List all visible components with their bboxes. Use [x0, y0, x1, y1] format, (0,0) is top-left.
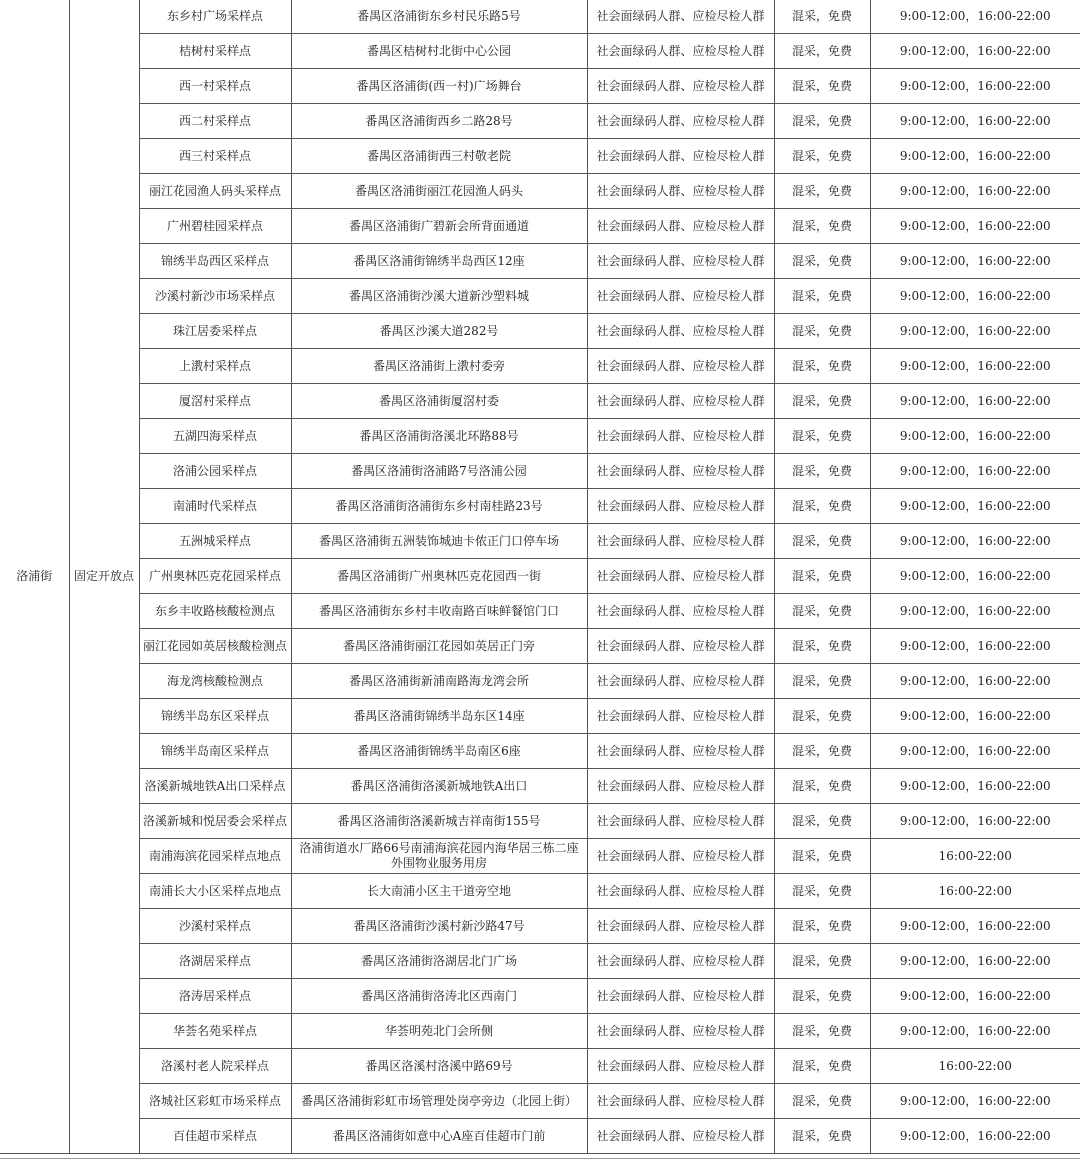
table-row	[0, 419, 1080, 454]
sampling-method-cell: 混采，免费	[774, 69, 870, 104]
open-hours-cell: 9:00-12:00，16:00-22:00	[870, 349, 1080, 384]
site-name-cell: 西二村采样点	[139, 104, 291, 139]
site-name-cell: 上漖村采样点	[139, 349, 291, 384]
table-row	[0, 1014, 1080, 1049]
address-cell: 番禺区洛浦街洛溪北环路88号	[291, 419, 587, 454]
table-row	[0, 909, 1080, 944]
address-cell: 番禺区洛浦街沙溪大道新沙塑料城	[291, 279, 587, 314]
open-hours-cell: 9:00-12:00，16:00-22:00	[870, 34, 1080, 69]
sampling-method-cell: 混采，免费	[774, 524, 870, 559]
sampling-method-cell: 混采，免费	[774, 419, 870, 454]
open-hours-cell: 9:00-12:00，16:00-22:00	[870, 384, 1080, 419]
open-hours-cell: 16:00-22:00	[870, 874, 1080, 909]
target-people-cell: 社会面绿码人群、应检尽检人群	[587, 769, 774, 804]
address-cell: 番禺区洛浦街锦绣半岛南区6座	[291, 734, 587, 769]
target-people-cell: 社会面绿码人群、应检尽检人群	[587, 1049, 774, 1084]
sampling-method-cell: 混采，免费	[774, 34, 870, 69]
sampling-method-cell: 混采，免费	[774, 349, 870, 384]
address-cell: 番禺区洛浦街洛浦街东乡村南桂路23号	[291, 489, 587, 524]
open-hours-cell: 9:00-12:00，16:00-22:00	[870, 1014, 1080, 1049]
open-hours-cell: 9:00-12:00，16:00-22:00	[870, 0, 1080, 34]
sampling-method-cell: 混采，免费	[774, 769, 870, 804]
address-cell: 番禺区洛浦街西乡二路28号	[291, 104, 587, 139]
sampling-method-cell: 混采，免费	[774, 244, 870, 279]
table-row	[0, 559, 1080, 594]
target-people-cell: 社会面绿码人群、应检尽检人群	[587, 734, 774, 769]
street-cell: 洛浦街	[0, 0, 69, 1154]
target-people-cell: 社会面绿码人群、应检尽检人群	[587, 559, 774, 594]
open-hours-cell: 9:00-12:00，16:00-22:00	[870, 209, 1080, 244]
sampling-method-cell: 混采，免费	[774, 104, 870, 139]
table-row	[0, 1049, 1080, 1084]
site-name-cell: 洛涛居采样点	[139, 979, 291, 1014]
address-cell: 番禺区洛浦街沙溪村新沙路47号	[291, 909, 587, 944]
sampling-method-cell: 混采，免费	[774, 839, 870, 874]
target-people-cell: 社会面绿码人群、应检尽检人群	[587, 174, 774, 209]
target-people-cell: 社会面绿码人群、应检尽检人群	[587, 419, 774, 454]
site-name-cell: 西一村采样点	[139, 69, 291, 104]
address-cell: 番禺区洛浦街洛溪新城吉祥南街155号	[291, 804, 587, 839]
sampling-method-cell: 混采，免费	[774, 1119, 870, 1154]
table-row	[0, 594, 1080, 629]
table-row	[0, 279, 1080, 314]
site-name-cell: 珠江居委采样点	[139, 314, 291, 349]
sampling-method-cell: 混采，免费	[774, 174, 870, 209]
open-hours-cell: 16:00-22:00	[870, 1049, 1080, 1084]
target-people-cell: 社会面绿码人群、应检尽检人群	[587, 244, 774, 279]
target-people-cell: 社会面绿码人群、应检尽检人群	[587, 384, 774, 419]
site-name-cell: 洛溪村老人院采样点	[139, 1049, 291, 1084]
open-hours-cell: 9:00-12:00，16:00-22:00	[870, 314, 1080, 349]
table-row	[0, 944, 1080, 979]
table-row	[0, 524, 1080, 559]
site-name-cell: 华荟名苑采样点	[139, 1014, 291, 1049]
table-row	[0, 1119, 1080, 1154]
table-row	[0, 244, 1080, 279]
target-people-cell: 社会面绿码人群、应检尽检人群	[587, 1014, 774, 1049]
sampling-method-cell: 混采，免费	[774, 139, 870, 174]
address-cell: 番禺区洛浦街洛湖居北门广场	[291, 944, 587, 979]
open-hours-cell: 9:00-12:00，16:00-22:00	[870, 909, 1080, 944]
site-name-cell: 百佳超市采样点	[139, 1119, 291, 1154]
sampling-method-cell: 混采，免费	[774, 489, 870, 524]
open-hours-cell: 9:00-12:00，16:00-22:00	[870, 699, 1080, 734]
address-cell: 番禺区洛浦街丽江花园渔人码头	[291, 174, 587, 209]
address-cell: 番禺区洛浦街广州奥林匹克花园西一街	[291, 559, 587, 594]
target-people-cell: 社会面绿码人群、应检尽检人群	[587, 699, 774, 734]
target-people-cell: 社会面绿码人群、应检尽检人群	[587, 209, 774, 244]
table-row	[0, 69, 1080, 104]
open-hours-cell: 9:00-12:00，16:00-22:00	[870, 139, 1080, 174]
address-cell: 番禺区洛溪村洛溪中路69号	[291, 1049, 587, 1084]
site-name-cell: 丽江花园渔人码头采样点	[139, 174, 291, 209]
sampling-method-cell: 混采，免费	[774, 384, 870, 419]
target-people-cell: 社会面绿码人群、应检尽检人群	[587, 314, 774, 349]
address-cell: 番禺区洛浦街新浦南路海龙湾会所	[291, 664, 587, 699]
sampling-method-cell: 混采，免费	[774, 1014, 870, 1049]
address-cell: 番禺区洛浦街丽江花园如英居正门旁	[291, 629, 587, 664]
address-cell: 长大南浦小区主干道旁空地	[291, 874, 587, 909]
open-hours-cell: 9:00-12:00，16:00-22:00	[870, 664, 1080, 699]
target-people-cell: 社会面绿码人群、应检尽检人群	[587, 1084, 774, 1119]
address-cell: 华荟明苑北门会所侧	[291, 1014, 587, 1049]
point-type-cell: 固定开放点	[69, 0, 139, 1154]
table-row	[0, 489, 1080, 524]
target-people-cell: 社会面绿码人群、应检尽检人群	[587, 34, 774, 69]
open-hours-cell: 9:00-12:00，16:00-22:00	[870, 174, 1080, 209]
table-row	[0, 769, 1080, 804]
sampling-method-cell: 混采，免费	[774, 664, 870, 699]
address-cell: 番禺区洛浦街东乡村丰收南路百味鲜餐馆门口	[291, 594, 587, 629]
target-people-cell: 社会面绿码人群、应检尽检人群	[587, 804, 774, 839]
open-hours-cell: 9:00-12:00，16:00-22:00	[870, 629, 1080, 664]
open-hours-cell: 9:00-12:00，16:00-22:00	[870, 559, 1080, 594]
target-people-cell: 社会面绿码人群、应检尽检人群	[587, 594, 774, 629]
site-name-cell: 广州奥林匹克花园采样点	[139, 559, 291, 594]
sampling-method-cell: 混采，免费	[774, 979, 870, 1014]
target-people-cell: 社会面绿码人群、应检尽检人群	[587, 69, 774, 104]
sampling-method-cell: 混采，免费	[774, 559, 870, 594]
target-people-cell: 社会面绿码人群、应检尽检人群	[587, 139, 774, 174]
site-name-cell: 西三村采样点	[139, 139, 291, 174]
site-name-cell: 海龙湾核酸检测点	[139, 664, 291, 699]
table-row	[0, 874, 1080, 909]
sampling-method-cell: 混采，免费	[774, 594, 870, 629]
table-row	[0, 314, 1080, 349]
table-row	[0, 209, 1080, 244]
sampling-method-cell: 混采，免费	[774, 629, 870, 664]
site-name-cell: 洛湖居采样点	[139, 944, 291, 979]
target-people-cell: 社会面绿码人群、应检尽检人群	[587, 944, 774, 979]
open-hours-cell: 9:00-12:00，16:00-22:00	[870, 769, 1080, 804]
table-row	[0, 384, 1080, 419]
address-cell: 番禺区洛浦街如意中心A座百佳超市门前	[291, 1119, 587, 1154]
address-cell: 番禺区洛浦街锦绣半岛东区14座	[291, 699, 587, 734]
table-row	[0, 699, 1080, 734]
sampling-method-cell: 混采，免费	[774, 1084, 870, 1119]
address-cell: 番禺区桔树村北街中心公园	[291, 34, 587, 69]
target-people-cell: 社会面绿码人群、应检尽检人群	[587, 0, 774, 34]
site-name-cell: 洛城社区彩虹市场采样点	[139, 1084, 291, 1119]
site-name-cell: 丽江花园如英居核酸检测点	[139, 629, 291, 664]
target-people-cell: 社会面绿码人群、应检尽检人群	[587, 524, 774, 559]
site-name-cell: 南浦海滨花园采样点地点	[139, 839, 291, 874]
table-row	[0, 734, 1080, 769]
table-row	[0, 174, 1080, 209]
sampling-method-cell: 混采，免费	[774, 0, 870, 34]
target-people-cell: 社会面绿码人群、应检尽检人群	[587, 874, 774, 909]
open-hours-cell: 9:00-12:00，16:00-22:00	[870, 979, 1080, 1014]
site-name-cell: 锦绣半岛南区采样点	[139, 734, 291, 769]
target-people-cell: 社会面绿码人群、应检尽检人群	[587, 454, 774, 489]
site-name-cell: 锦绣半岛东区采样点	[139, 699, 291, 734]
sampling-method-cell: 混采，免费	[774, 209, 870, 244]
site-name-cell: 桔树村采样点	[139, 34, 291, 69]
open-hours-cell: 9:00-12:00，16:00-22:00	[870, 804, 1080, 839]
open-hours-cell: 9:00-12:00，16:00-22:00	[870, 944, 1080, 979]
table-row	[0, 839, 1080, 874]
site-name-cell: 东乡村广场采样点	[139, 0, 291, 34]
open-hours-cell: 9:00-12:00，16:00-22:00	[870, 454, 1080, 489]
sampling-method-cell: 混采，免费	[774, 454, 870, 489]
target-people-cell: 社会面绿码人群、应检尽检人群	[587, 104, 774, 139]
sampling-method-cell: 混采，免费	[774, 314, 870, 349]
site-name-cell: 锦绣半岛西区采样点	[139, 244, 291, 279]
target-people-cell: 社会面绿码人群、应检尽检人群	[587, 664, 774, 699]
table-row	[0, 34, 1080, 69]
open-hours-cell: 9:00-12:00，16:00-22:00	[870, 104, 1080, 139]
open-hours-cell: 9:00-12:00，16:00-22:00	[870, 489, 1080, 524]
open-hours-cell: 9:00-12:00，16:00-22:00	[870, 244, 1080, 279]
table-row	[0, 454, 1080, 489]
site-name-cell: 南浦长大小区采样点地点	[139, 874, 291, 909]
open-hours-cell: 9:00-12:00，16:00-22:00	[870, 419, 1080, 454]
target-people-cell: 社会面绿码人群、应检尽检人群	[587, 909, 774, 944]
table-row	[0, 629, 1080, 664]
address-cell: 番禺区洛浦街洛涛北区西南门	[291, 979, 587, 1014]
sampling-method-cell: 混采，免费	[774, 1049, 870, 1084]
address-cell: 番禺区洛浦街东乡村民乐路5号	[291, 0, 587, 34]
address-cell: 番禺区洛浦街彩虹市场管理处岗亭旁边（北园上街）	[291, 1084, 587, 1119]
open-hours-cell: 9:00-12:00，16:00-22:00	[870, 1119, 1080, 1154]
site-name-cell: 厦滘村采样点	[139, 384, 291, 419]
sampling-method-cell: 混采，免费	[774, 734, 870, 769]
target-people-cell: 社会面绿码人群、应检尽检人群	[587, 839, 774, 874]
table-row	[0, 1084, 1080, 1119]
target-people-cell: 社会面绿码人群、应检尽检人群	[587, 1119, 774, 1154]
table-row	[0, 104, 1080, 139]
table-row	[0, 804, 1080, 839]
target-people-cell: 社会面绿码人群、应检尽检人群	[587, 629, 774, 664]
address-cell: 番禺区洛浦街广碧新会所背面通道	[291, 209, 587, 244]
address-cell: 番禺区洛浦街上漖村委旁	[291, 349, 587, 384]
address-cell: 洛浦街道水厂路66号南浦海滨花园内海华居三栋二座外围物业服务用房	[291, 839, 587, 874]
address-cell: 番禺区洛浦街厦滘村委	[291, 384, 587, 419]
site-name-cell: 洛溪新城和悦居委会采样点	[139, 804, 291, 839]
site-name-cell: 广州碧桂园采样点	[139, 209, 291, 244]
address-cell: 番禺区洛浦街洛溪新城地铁A出口	[291, 769, 587, 804]
open-hours-cell: 9:00-12:00，16:00-22:00	[870, 279, 1080, 314]
site-name-cell: 东乡丰收路核酸检测点	[139, 594, 291, 629]
table-row	[0, 139, 1080, 174]
site-name-cell: 南浦时代采样点	[139, 489, 291, 524]
site-name-cell: 沙溪村采样点	[139, 909, 291, 944]
address-cell: 番禺区洛浦街锦绣半岛西区12座	[291, 244, 587, 279]
table-row	[0, 979, 1080, 1014]
open-hours-cell: 9:00-12:00，16:00-22:00	[870, 1084, 1080, 1119]
table-row	[0, 349, 1080, 384]
address-cell: 番禺区洛浦街西三村敬老院	[291, 139, 587, 174]
address-cell: 番禺区洛浦街(西一村)广场舞台	[291, 69, 587, 104]
sampling-method-cell: 混采，免费	[774, 279, 870, 314]
table-row	[0, 0, 1080, 34]
site-name-cell: 洛溪新城地铁A出口采样点	[139, 769, 291, 804]
target-people-cell: 社会面绿码人群、应检尽检人群	[587, 979, 774, 1014]
sampling-method-cell: 混采，免费	[774, 909, 870, 944]
site-name-cell: 洛浦公园采样点	[139, 454, 291, 489]
sampling-method-cell: 混采，免费	[774, 874, 870, 909]
open-hours-cell: 9:00-12:00，16:00-22:00	[870, 69, 1080, 104]
table-row	[0, 664, 1080, 699]
address-cell: 番禺区洛浦街五洲装饰城迪卡侬正门口停车场	[291, 524, 587, 559]
open-hours-cell: 9:00-12:00，16:00-22:00	[870, 594, 1080, 629]
open-hours-cell: 9:00-12:00，16:00-22:00	[870, 734, 1080, 769]
address-cell: 番禺区洛浦街洛浦路7号洛浦公园	[291, 454, 587, 489]
target-people-cell: 社会面绿码人群、应检尽检人群	[587, 279, 774, 314]
target-people-cell: 社会面绿码人群、应检尽检人群	[587, 489, 774, 524]
site-name-cell: 五洲城采样点	[139, 524, 291, 559]
open-hours-cell: 9:00-12:00，16:00-22:00	[870, 524, 1080, 559]
open-hours-cell: 16:00-22:00	[870, 839, 1080, 874]
site-name-cell: 五湖四海采样点	[139, 419, 291, 454]
sampling-method-cell: 混采，免费	[774, 944, 870, 979]
sampling-method-cell: 混采，免费	[774, 699, 870, 734]
address-cell: 番禺区沙溪大道282号	[291, 314, 587, 349]
target-people-cell: 社会面绿码人群、应检尽检人群	[587, 349, 774, 384]
site-name-cell: 沙溪村新沙市场采样点	[139, 279, 291, 314]
sampling-method-cell: 混采，免费	[774, 804, 870, 839]
